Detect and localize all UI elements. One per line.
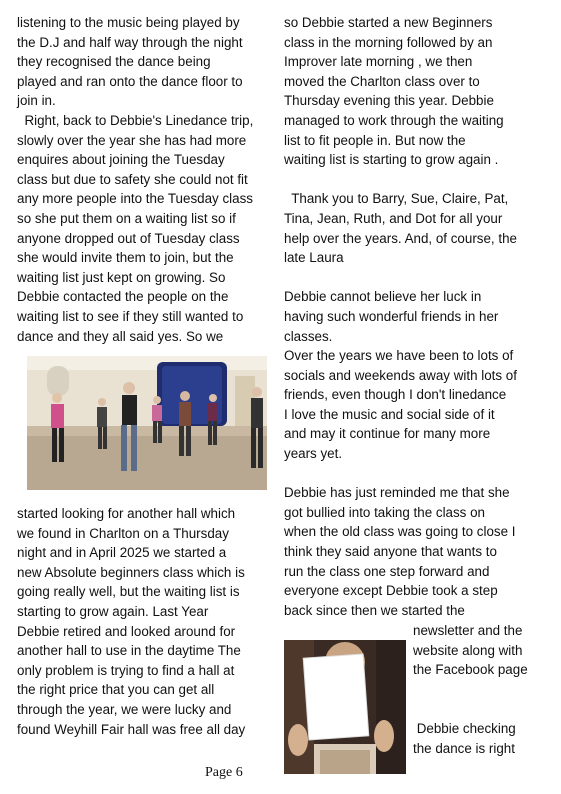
text-line: Over the years we have been to lots of <box>284 348 514 364</box>
debbie-checking-image <box>284 640 406 774</box>
text-line: night and in April 2025 we started a <box>17 545 227 561</box>
text-line: the Facebook page <box>413 662 528 678</box>
text-line: Debbie cannot believe her luck in <box>284 289 482 305</box>
text-line: list to fit people in. But now the <box>284 132 466 148</box>
text-line: anyone dropped out of Tuesday class <box>17 230 240 246</box>
text-line: we found in Charlton on a Thursday <box>17 525 229 541</box>
text-line: another hall to use in the daytime The <box>17 643 241 659</box>
text-line: Right, back to Debbie's Linedance trip, <box>17 112 254 128</box>
text-line: classes. <box>284 328 333 344</box>
text-line: waiting list is starting to grow again . <box>284 152 499 168</box>
photo-caption <box>413 719 516 758</box>
text-line: when the old class was going to close I <box>284 524 516 540</box>
text-line: waiting list just kept on growing. So <box>17 269 226 285</box>
text-line: dance and they all said yes. So we <box>17 328 224 344</box>
text-line: waiting list to see if they still wanted to <box>17 308 244 324</box>
text-line: found Weyhill Fair hall was free all day <box>17 721 246 737</box>
text-line: class but due to safety she could not fit <box>17 171 248 187</box>
caption-line: the dance is right <box>413 740 515 756</box>
dance-hall-image <box>27 356 267 490</box>
text-line: everyone except Debbie took a step <box>284 583 498 599</box>
text-line: Debbie contacted the people on the <box>17 289 229 305</box>
right-column <box>284 13 546 620</box>
caption-line: Debbie checking <box>413 721 516 736</box>
text-line: any more people into the Tuesday class <box>17 191 253 207</box>
blank-line <box>284 464 546 484</box>
text-line: listening to the music being played by <box>17 15 240 30</box>
blank-line <box>284 170 546 190</box>
text-line: and may it continue for many more <box>284 426 491 442</box>
text-line: Thank you to Barry, Sue, Claire, Pat, <box>284 191 509 207</box>
wrap-text <box>413 621 528 680</box>
blank-line <box>284 268 546 288</box>
text-line: she would invite them to join, but the <box>17 250 234 266</box>
text-line: new Absolute beginners class which is <box>17 564 245 580</box>
text-line: so she put them on a waiting list so if <box>17 210 236 226</box>
debbie-photo <box>284 640 406 774</box>
text-line: Debbie retired and looked around for <box>17 623 236 639</box>
text-line: managed to work through the waiting <box>284 112 504 128</box>
text-line: moved the Charlton class over to <box>284 73 480 89</box>
line-dance-photo <box>27 356 267 490</box>
text-line: starting to grow again. Last Year <box>17 603 209 619</box>
text-line: enquires about joining the Tuesday <box>17 152 225 168</box>
text-line: got bullied into taking the class on <box>284 504 485 520</box>
text-line: run the class one step forward and <box>284 563 490 579</box>
text-line: played and ran onto the dance floor to <box>17 73 243 89</box>
text-line: late Laura <box>284 250 344 266</box>
text-line: having such wonderful friends in her <box>284 308 499 324</box>
text-line: so Debbie started a new Beginners <box>284 15 493 30</box>
text-line: through the year, we were lucky and <box>17 701 232 717</box>
text-line: class in the morning followed by an <box>284 34 493 50</box>
text-line: only problem is trying to find a hall at <box>17 662 235 678</box>
text-line: website along with <box>413 642 523 658</box>
text-line: think they said anyone that wants to <box>284 544 497 560</box>
left-column-bottom <box>17 504 273 739</box>
text-line: years yet. <box>284 446 343 462</box>
text-line: Tina, Jean, Ruth, and Dot for all your <box>284 210 503 226</box>
text-line: going really well, but the waiting list is <box>17 584 240 600</box>
text-line: I love the music and social side of it <box>284 406 495 422</box>
left-column-top <box>17 13 273 346</box>
text-line: they recognised the dance being <box>17 54 211 70</box>
page-number: Page 6 <box>205 765 243 780</box>
text-line: Improver late morning , we then <box>284 54 473 70</box>
text-line: join in. <box>17 93 56 109</box>
text-line: the right price that you can get all <box>17 682 215 698</box>
text-line: socials and weekends away with lots of <box>284 367 517 383</box>
text-line: back since then we started the <box>284 602 465 618</box>
text-line: the D.J and half way through the night <box>17 34 243 50</box>
text-line: Debbie has just reminded me that she <box>284 485 510 501</box>
text-line: newsletter and the <box>413 623 523 638</box>
text-line: slowly over the year she has had more <box>17 132 247 148</box>
text-line: help over the years. And, of course, the <box>284 230 517 246</box>
text-line: Thursday evening this year. Debbie <box>284 93 494 109</box>
text-line: friends, even though I don't linedance <box>284 387 507 403</box>
text-line: started looking for another hall which <box>17 506 236 521</box>
